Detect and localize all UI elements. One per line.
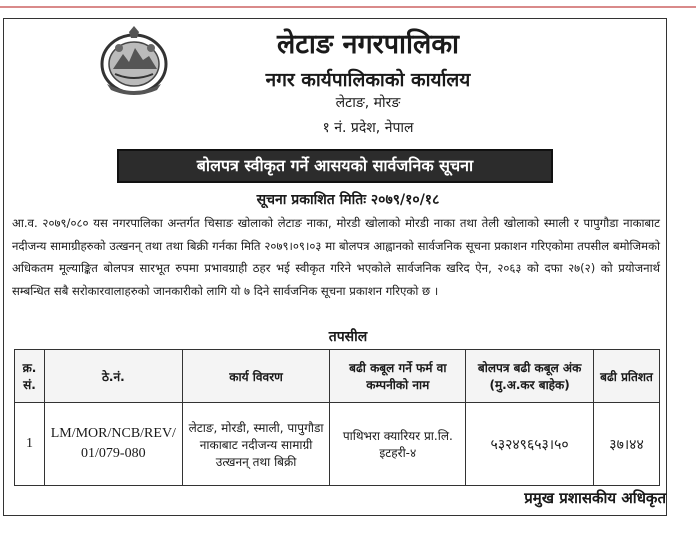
publication-date: सूचना प्रकाशित मितिः २०७९/१०/१८ [256, 192, 440, 208]
table-row [15, 403, 660, 486]
col-header-amount: बोलपत्र बढी कबूल अंक (मु.अ.कर बाहेक) [466, 350, 594, 403]
municipality-name: लेटाङ नगरपालिका [276, 29, 460, 60]
province-line: १ नं. प्रदेश, नेपाल [322, 120, 414, 136]
notice-body: आ.व. २०७९/०८० यस नगरपालिका अन्तर्गत चिसाङ खोलाको लेटाङ नाका, मोरडी खोलाको मोरडी नाका तथा तेली खोलाको स्माली र पापुगौडा नाकाबाट नदीजन्य सामाग्रीहरुको उत्खनन् तथा तथा बिक्री गर्नका मिति २०७९।०९।०३ मा बोलपत्र आह्वानको सार्वजनिक सूचना प्रकाशन गरिएकोमा तपसील बमोजिमको अधिकतम मूल्याङ्कित बोलपत्र सारभूत रुपमा प्रभावग्राही ठहर भई स्वीकृत गरिने भएकोले सार्वजनिक खरिद ऐन, २०६३ को दफा २७(२) को प्रयोजनार्थ सम्बन्धित सबै सरोकारवालाहरुको जानकारीको लागि यो ७ दिने सार्वजनिक सूचना प्रकाशन गरिएको छ । [12, 216, 660, 298]
table-header-row [15, 350, 660, 403]
cell-amount: ५३२४९६५३।५० [466, 403, 594, 486]
cell-contract-no: LM/MOR/NCB/REV/01/079-080 [44, 403, 182, 486]
cell-description: लेटाङ, मोरडी, स्माली, पापुगौडा नाकाबाट नदीजन्य सामाग्री उत्खनन् तथा बिक्री [182, 403, 330, 486]
col-header-sn: क्र. सं. [15, 350, 45, 403]
col-header-contract-no: ठे.नं. [44, 350, 182, 403]
signature-title: प्रमुख प्रशासकीय अधिकृत [524, 489, 666, 507]
col-header-description: कार्य विवरण [182, 350, 330, 403]
col-header-percent: बढी प्रतिशत [594, 350, 660, 403]
cell-percent: ३७।४४ [594, 403, 660, 486]
table-title: तपसील [328, 329, 368, 345]
bid-table [14, 349, 660, 486]
office-location: लेटाङ, मोरङ [335, 95, 401, 111]
office-name: नगर कार्यपालिकाको कार्यालय [265, 69, 471, 91]
col-header-firm: बढी कबूल गर्ने फर्म वा कम्पनीको नाम [330, 350, 466, 403]
cell-firm: पाथिभरा क्यारियर प्रा.लि. इटहरी-४ [330, 403, 466, 486]
notice-banner: बोलपत्र स्वीकृत गर्ने आसयको सार्वजनिक सूचना [117, 149, 553, 183]
cell-sn: 1 [15, 403, 45, 486]
top-rule [0, 6, 696, 8]
